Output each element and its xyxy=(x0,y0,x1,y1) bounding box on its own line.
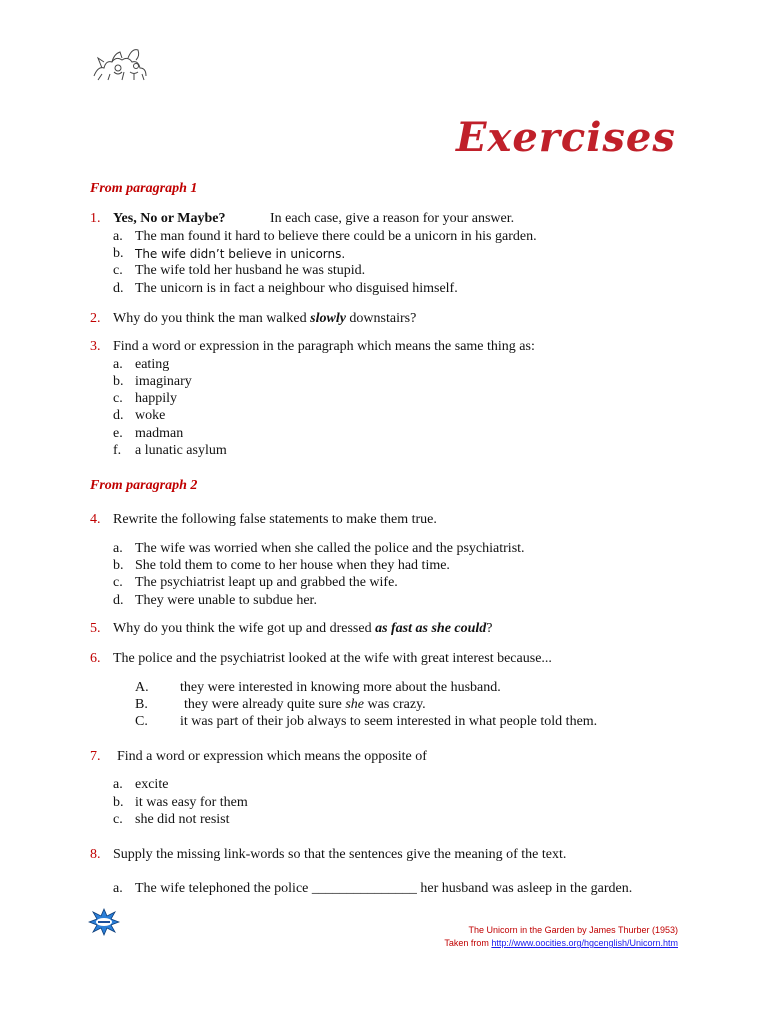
list-item: it was easy for them xyxy=(135,795,248,810)
list-item-letter: b. xyxy=(113,558,124,573)
option-text: they were already quite sure xyxy=(184,697,346,712)
emphasis: she xyxy=(345,697,364,712)
list-item-letter: c. xyxy=(113,575,123,590)
list-item-letter: a. xyxy=(113,229,123,244)
question-number: 2 xyxy=(90,311,97,326)
option-letter: B. xyxy=(135,697,148,712)
list-item: she did not resist xyxy=(135,812,230,827)
list-item-letter: a. xyxy=(113,881,123,896)
question-number: 5 xyxy=(90,621,97,636)
option-c: it was part of their job always to seem interested in what people told them. xyxy=(180,714,598,729)
list-item: The wife told her husband he was stupid. xyxy=(135,263,366,278)
list-item: The wife was worried when she called the police and the psychiatrist. xyxy=(135,541,525,556)
section-heading-paragraph-1: From paragraph 1 xyxy=(90,181,198,196)
question-8-text: Supply the missing link-words so that the sentences give the meaning of the text. xyxy=(113,847,567,862)
list-item-letter: e. xyxy=(113,426,123,441)
emphasis: as fast as she could xyxy=(375,621,487,636)
question-6-text: The police and the psychiatrist looked at the wife with great interest because... xyxy=(113,651,552,666)
list-item-letter: a. xyxy=(113,357,123,372)
question-number: 4 xyxy=(90,512,97,527)
question-1-lead: Yes, No or Maybe? xyxy=(113,211,226,226)
list-item: a lunatic asylum xyxy=(135,443,227,458)
list-item: The psychiatrist leapt up and grabbed the wife. xyxy=(135,575,398,590)
page-title: Exercises xyxy=(456,114,676,161)
question-5: 5. xyxy=(90,621,101,636)
list-item: The wife telephoned the police _______________ her husband was asleep in the garden. xyxy=(135,881,633,896)
list-item: excite xyxy=(135,777,169,792)
option-text: was crazy. xyxy=(364,697,426,712)
question-text: Why do you think the wife got up and dressed xyxy=(113,621,376,636)
list-item-letter: a. xyxy=(113,777,123,792)
question-number: 8 xyxy=(90,847,97,862)
list-item-letter: f. xyxy=(113,443,122,458)
list-item-letter: c. xyxy=(113,263,123,278)
list-item-letter: a. xyxy=(113,541,123,556)
list-item: woke xyxy=(135,408,166,423)
list-item: The unicorn is in fact a neighbour who disguised himself. xyxy=(135,281,458,296)
question-1-instruction: In each case, give a reason for your answer. xyxy=(270,211,515,226)
question-number: 7 xyxy=(90,749,97,764)
list-item: She told them to come to her house when they had time. xyxy=(135,558,450,573)
question-text: Why do you think the man walked xyxy=(113,311,311,326)
question-2-text xyxy=(113,311,416,327)
splash-sticker-icon xyxy=(88,908,120,936)
footer-taken-label: Taken from xyxy=(444,938,492,948)
list-item-letter: d. xyxy=(113,408,124,423)
question-5-text xyxy=(113,621,493,637)
list-item-letter: d. xyxy=(113,281,124,296)
option-a: they were interested in knowing more about the husband. xyxy=(180,680,501,695)
question-3: 3. xyxy=(90,339,101,354)
question-number: 1 xyxy=(90,211,97,226)
question-8: 8. xyxy=(90,847,101,862)
list-item-letter: c. xyxy=(113,391,123,406)
list-item-letter: d. xyxy=(113,593,124,608)
list-item-letter: b. xyxy=(113,246,124,261)
footer-source xyxy=(444,938,678,948)
list-item: madman xyxy=(135,426,184,441)
list-item: happily xyxy=(135,391,177,406)
option-letter: C. xyxy=(135,714,148,729)
question-7-text: Find a word or expression which means the opposite of xyxy=(117,749,427,764)
question-3-text: Find a word or expression in the paragraph which means the same thing as: xyxy=(113,339,535,354)
question-1: 1. xyxy=(90,211,101,226)
option-letter: A. xyxy=(135,680,149,695)
option-b xyxy=(184,697,426,713)
question-number: 3 xyxy=(90,339,97,354)
question-text: ? xyxy=(486,621,493,636)
emphasis: slowly xyxy=(310,311,346,326)
question-2: 2. xyxy=(90,311,101,326)
question-number: 6 xyxy=(90,651,97,666)
list-item: The wife didn’t believe in unicorns. xyxy=(135,247,346,261)
question-6: 6. xyxy=(90,651,101,666)
question-4-text: Rewrite the following false statements to make them true. xyxy=(113,512,437,527)
list-item: imaginary xyxy=(135,374,192,389)
list-item: eating xyxy=(135,357,170,372)
question-4: 4. xyxy=(90,512,101,527)
list-item-letter: b. xyxy=(113,795,124,810)
section-heading-paragraph-2: From paragraph 2 xyxy=(90,478,198,493)
unicorn-sketch-logo xyxy=(88,42,156,84)
list-item-letter: c. xyxy=(113,812,123,827)
list-item: The man found it hard to believe there could be a unicorn in his garden. xyxy=(135,229,537,244)
question-7: 7. xyxy=(90,749,101,764)
footer-source-link[interactable]: http://www.oocities.org/hgcenglish/Unicorn.htm xyxy=(491,938,678,948)
footer-credit: The Unicorn in the Garden by James Thurber (1953) xyxy=(468,925,678,935)
list-item-letter: b. xyxy=(113,374,124,389)
question-text: downstairs? xyxy=(345,311,417,326)
list-item: They were unable to subdue her. xyxy=(135,593,317,608)
